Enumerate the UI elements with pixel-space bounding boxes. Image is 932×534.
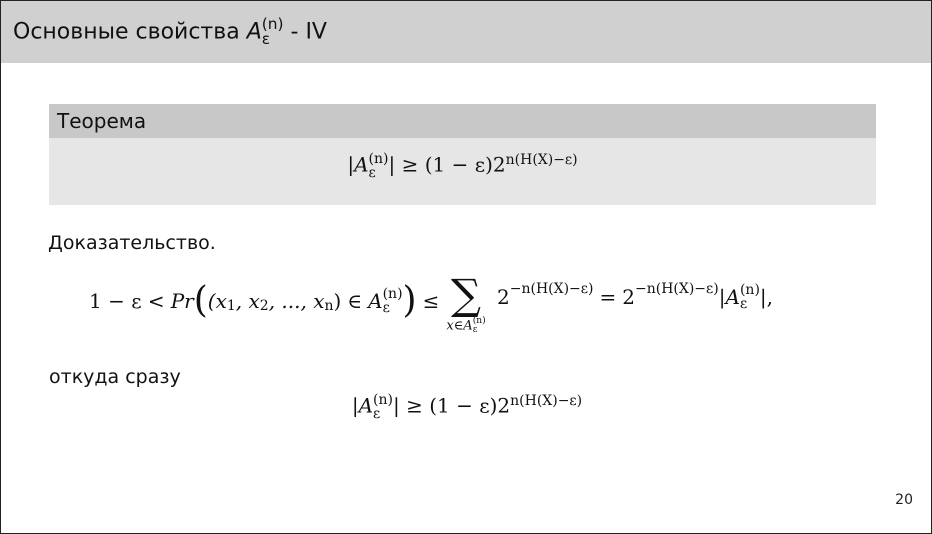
eq-paren-close: ) bbox=[402, 280, 417, 321]
eq-rhs-set: A bbox=[725, 285, 740, 309]
sum-limit-scripts bbox=[473, 317, 486, 335]
result-set-scripts bbox=[373, 393, 393, 421]
result-factor: (1 − ε)2 bbox=[429, 393, 511, 418]
eq-x1: (x bbox=[207, 289, 227, 313]
theorem-block bbox=[49, 104, 876, 205]
result-formula bbox=[1, 393, 932, 421]
eq-set-sup: (n) bbox=[382, 286, 403, 302]
eq-tuple-close: ) bbox=[333, 289, 342, 313]
eq-xn: , ..., x bbox=[268, 289, 325, 313]
set-scripts bbox=[369, 152, 389, 180]
eq-pr: Pr bbox=[170, 289, 194, 313]
eq-term-base: 2 bbox=[497, 285, 510, 309]
eq-rhs-exp: −n(H(X)−ε) bbox=[635, 281, 719, 298]
eq-term-exp: −n(H(X)−ε) bbox=[509, 281, 594, 298]
title-suffix: - IV bbox=[290, 19, 327, 45]
eq-xn-sub: n bbox=[324, 297, 334, 314]
eq-rhs-set-sup: (n) bbox=[739, 282, 760, 298]
eq-rhs-set-sub: ε bbox=[739, 296, 748, 312]
slide-title bbox=[13, 17, 327, 48]
abs-open: | bbox=[347, 152, 355, 177]
result-set-sub: ε bbox=[373, 406, 381, 422]
eq-rhs-abs-close: |, bbox=[759, 285, 774, 309]
title-bar bbox=[1, 1, 932, 63]
exponent: n(H(X)−ε) bbox=[505, 151, 578, 168]
factor: (1 − ε)2 bbox=[424, 152, 506, 177]
theorem-formula bbox=[49, 138, 876, 205]
eq-x2-sub: 2 bbox=[259, 297, 269, 314]
title-text: Основные свойства bbox=[13, 19, 240, 45]
title-symbol-scripts bbox=[262, 17, 284, 48]
result-abs-open: | bbox=[351, 393, 359, 418]
eq-leq: ≤ bbox=[422, 289, 440, 313]
eq-equals: = bbox=[599, 285, 617, 309]
abs-close: | bbox=[388, 152, 396, 177]
title-symbol: A bbox=[246, 19, 262, 45]
eq-set-scripts bbox=[383, 287, 403, 315]
eq-rhs-abs-open: | bbox=[718, 285, 726, 309]
eq-member: ∈ bbox=[347, 289, 363, 313]
eq-start: 1 − ε < bbox=[89, 289, 165, 313]
sum-limit-sup: (n) bbox=[472, 316, 486, 326]
eq-paren-open: ( bbox=[193, 280, 208, 321]
theorem-heading: Теорема bbox=[49, 104, 876, 138]
proof-equation bbox=[89, 270, 869, 347]
sum-limit-text: x∈A bbox=[446, 318, 473, 334]
set-symbol: A bbox=[354, 152, 369, 177]
eq-set: A bbox=[368, 289, 383, 313]
result-set: A bbox=[358, 393, 374, 418]
proof-label: Доказательство. bbox=[48, 232, 216, 254]
equation-left bbox=[89, 280, 440, 321]
summation bbox=[441, 270, 491, 336]
thence-text: откуда сразу bbox=[49, 366, 181, 388]
result-set-sup: (n) bbox=[373, 392, 393, 408]
eq-rhs-set-scripts bbox=[740, 283, 760, 311]
result-exponent: n(H(X)−ε) bbox=[510, 392, 583, 409]
sum-limit-sub: ε bbox=[472, 325, 478, 336]
relation: ≥ bbox=[401, 152, 419, 177]
title-symbol-sup: (n) bbox=[261, 15, 284, 33]
sum-limit bbox=[441, 317, 491, 335]
result-abs-close: | bbox=[393, 393, 400, 418]
result-relation: ≥ bbox=[406, 393, 423, 418]
eq-x2: , x bbox=[235, 289, 260, 313]
eq-x1-sub: 1 bbox=[226, 297, 236, 314]
equation-right bbox=[497, 283, 773, 311]
set-sup: (n) bbox=[368, 151, 389, 167]
set-sub: ε bbox=[368, 165, 376, 181]
eq-set-sub: ε bbox=[382, 300, 390, 316]
page-number: 20 bbox=[895, 492, 913, 508]
title-symbol-sub: ε bbox=[261, 30, 271, 49]
sum-symbol: ∑ bbox=[451, 270, 481, 319]
eq-rhs-base: 2 bbox=[622, 285, 635, 309]
